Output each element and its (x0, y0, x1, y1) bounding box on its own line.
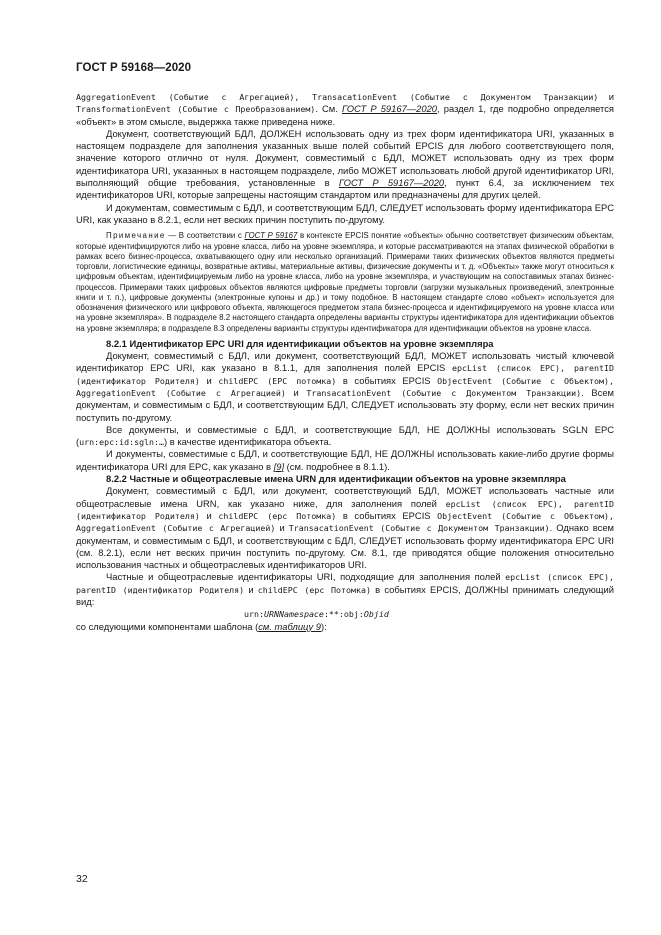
code-fragment: childEPC (EPC потомка) (218, 375, 337, 386)
code-fragment: TransacationEvent (Событие с Документом Транзакции) (306, 387, 582, 398)
page-body (76, 91, 614, 633)
section-heading: 8.2.1 Идентификатор EPC URI для идентификации объектов на уровне экземпляра (106, 337, 494, 349)
code-fragment: AggregationEvent (Событие с Агрегацией), TransacationEvent (Событие с Документом Транзакции) (76, 92, 599, 102)
paragraph: И документы, совместимые с БДЛ, и соответствующие БДЛ, НЕ ДОЛЖНЫ использовать какие-либо другие формы идентификатора URI для EPC, как указано в [9] (см. подробнее в 8.1.1). (76, 448, 614, 472)
code-fragment: childEPC (epc Потомка) (257, 584, 371, 595)
paragraph: Документ, совместимый с БДЛ, или документ, соответствующий БДЛ, МОЖЕТ использовать частные или общеотраслевые имена URN, как указано ниже, для заполнения полей epcList (список EPC), parentID (идентификатор Родителя) и childEPC (epc Потомка) в событиях EPCIS ObjectEvent (Событие с Объектом), AggregationEvent (Событие с Агрегацией) и TransacationEvent (Событие с Документом Транзакции). Однако всем документам, и совместимым с БДЛ, и соответствующим с БДЛ, СЛЕДУЕТ использовать форму идентификатора EPC URI (см. 8.2.1), если нет веских причин поступить по-другому. См. 8.1, где приводятся общие положения относительно использования частных и общеотраслевых идентификаторов URI. (76, 485, 615, 571)
paragraph: Частные и общеотраслевые идентификаторы URI, подходящие для заполнения полей epcList (список EPC), parentID (идентификатор Родителя) и childEPC (epc Потомка) в событиях EPCIS, ДОЛЖНЫ принимать следующий вид: (76, 571, 614, 607)
paragraph: Документ, соответствующий БДЛ, ДОЛЖЕН использовать одну из трех форм идентификатора URI, указанных в настоящем подразделе для заполнения указанных выше полей событий EPCIS для любого соответствующего поля, значение которого отлично от нуля. Документ, совместимый с БДЛ, МОЖЕТ использовать одну из трех форм идентификатора URI, указанных в настоящем подразделе, либо МОЖЕТ использовать любой другой идентификатор URI, выполняющий общие требования, установленные в ГОСТ Р 59167—2020, пункт 6.4, за исключением тех идентификаторов URI, которые запрещены настоящим стандартом или предназначены для других целей. (76, 127, 615, 201)
code-fragment: TransacationEvent (Событие с Документом Транзакции) (288, 523, 550, 534)
code-fragment: TransformationEvent (Событие с Преобразованием) (76, 104, 316, 115)
code-fragment: epcList (список EPC), parentID (идентификатор Родителя) (76, 572, 614, 595)
code-fragment: ObjectEvent (Событие с Объектом), AggregationEvent (Событие с Агрегацией) (76, 375, 615, 398)
paragraph: И документам, совместимым с БДЛ, и соответствующим БДЛ, СЛЕДУЕТ использовать форму идентификатора EPC URI, как указано в 8.2.1, если нет веских причин поступить по-другому. (76, 201, 614, 225)
page-number: 32 (76, 873, 88, 885)
code-fragment: epcList (список EPC), parentID (идентификатор Родителя) (76, 363, 614, 386)
page-header: ГОСТ Р 59168—2020 (76, 62, 192, 74)
table-link[interactable]: см. таблицу 9 (258, 620, 322, 632)
note-label: Примечание (106, 231, 166, 241)
code-fragment: ObjectEvent (Событие с Объектом), AggregationEvent (Событие с Агрегацией) (76, 510, 615, 534)
standard-link[interactable]: ГОСТ Р 59167—2020 (338, 177, 445, 189)
paragraph: Все документы, и совместимые с БДЛ, и соответствующие БДЛ, НЕ ДОЛЖНЫ использовать SGLN EPC (urn:epc:id:sgln:…) в качестве идентификатора объекта. (76, 423, 614, 448)
note: Примечание — В соответствии с ГОСТ Р 59167 в контексте EPCIS понятие «объекты» обычно соответствует физическим объектам, которые идентифицируются либо на уровне класса, либо на уровне экземпляра, и которые рассматриваются на этапах физической обработки в рамках всего бизнес-процесса, охватывающего одну или несколько организаций. Примерами таких физических объектов являются предметы торговли, логистические единицы, возвратные активы, материальные активы, физические документы и т. д. «Объекты» также могут относиться к цифровым объектам, идентифицируемым либо на уровне класса, либо на уровне экземпляра, и участвующим на сопоставимых этапах бизнес-процессов. Примерами таких цифровых объектов являются цифровые предметы торговли (загрузки музыкальных произведений, электронные книги и т. п.), цифровые документы (электронные купоны и др.) и тому подобное. В настоящем стандарте слово «объект» используется для обозначения физического или цифрового объекта, являющегося предметом этапа бизнес-процесса и идентифицируемого на уровне класса или на уровне экземпляра». В подразделе 8.2 настоящего стандарта определены варианты структуры идентификатора для идентификации объектов на уровне экземпляра; в подразделе 8.3 определены варианты структуры идентификатора для идентификации объектов на уровне класса. (76, 231, 614, 333)
standard-link[interactable]: ГОСТ Р 59167—2020 (341, 103, 438, 115)
standard-link[interactable]: ГОСТ Р 59167 (244, 231, 298, 241)
paragraph: AggregationEvent (Событие с Агрегацией), TransacationEvent (Событие с Документом Транзакции) и TransformationEvent (Событие с Преобразованием). См. ГОСТ Р 59167—2020, раздел 1, где подробно определяется «объект» в этом смысле, выдержка также приведена ниже. (76, 91, 614, 127)
paragraph: Документ, совместимый с БДЛ, или документ, соответствующий БДЛ, МОЖЕТ использовать чистый ключевой идентификатор EPC URI, как указано в 8.1.1, для заполнения полей EPCIS epcList (список EPC), parentID (идентификатор Родителя) и childEPC (EPC потомка) в событиях EPCIS ObjectEvent (Событие с Объектом), AggregationEvent (Событие с Агрегацией) и TransacationEvent (Событие с Документом Транзакции). Всем документам, и совместимым с БДЛ, и соответствующим БДЛ, СЛЕДУЕТ использовать эту форму, если нет веских причин поступить по-другому. (76, 350, 615, 423)
reference-link[interactable]: [9] (273, 460, 285, 472)
paragraph: со следующими компонентами шаблона (см. таблицу 9): (76, 620, 327, 632)
section-heading: 8.2.2 Частные и общеотраслевые имена URN для идентификации объектов на уровне экземпляра (106, 473, 566, 485)
uri-template: urn:URNNamespace:**:obj:Objid (244, 609, 389, 620)
code-fragment: urn:epc:id:sgln:… (79, 437, 165, 448)
code-fragment: epcList (список EPC), parentID (идентификатор Родителя) (76, 498, 614, 521)
code-fragment: childEPC (epc Потомка) (218, 510, 337, 521)
